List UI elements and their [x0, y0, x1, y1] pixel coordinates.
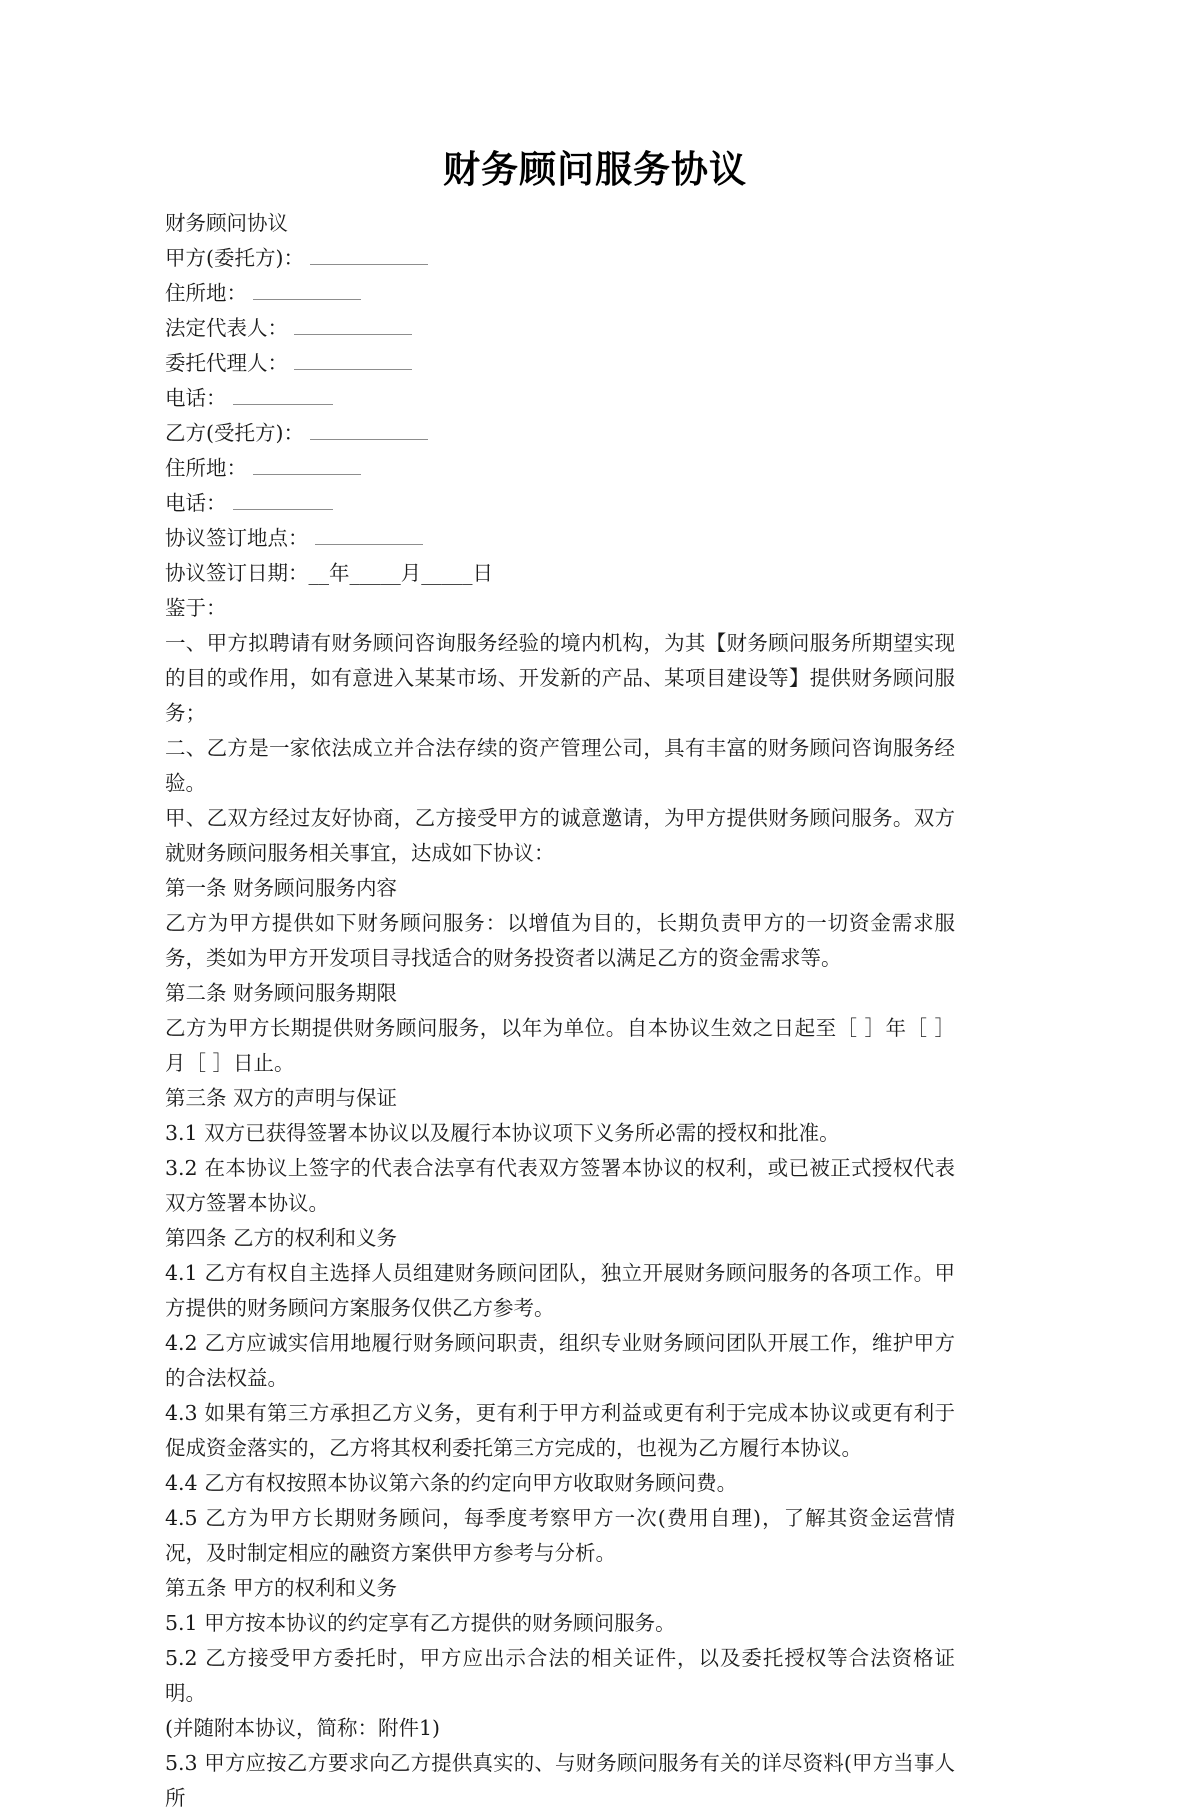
article-paragraph: 乙方为甲方长期提供财务顾问服务，以年为单位。自本协议生效之日起至［ ］年［ ］ 月［ ］日止。 [165, 1016, 955, 1075]
form-field-blank[interactable] [310, 422, 428, 440]
form-field-label: 法定代表人： [165, 316, 288, 340]
recital-paragraph: 甲、乙双方经过友好协商，乙方接受甲方的诚意邀请，为甲方提供财务顾问服务。双方就财务顾问服务相关事宜，达成如下协议： [165, 806, 955, 865]
form-field-line [165, 346, 955, 381]
form-field-label: 乙方(受托方)： [165, 421, 304, 445]
form-field-label: 住所地： [165, 281, 247, 305]
page-title: 财务顾问服务协议 [443, 148, 747, 191]
article-paragraph: 5.1 甲方按本协议的约定享有乙方提供的财务顾问服务。 [165, 1611, 676, 1635]
article-heading: 第五条 甲方的权利和义务 [165, 1576, 398, 1600]
article-paragraph: 3.1 双方已获得签署本协议以及履行本协议项下义务所必需的授权和批准。 [165, 1121, 840, 1145]
form-field-line [165, 381, 955, 416]
form-field-label: 住所地： [165, 456, 247, 480]
form-field-blank[interactable] [253, 457, 361, 475]
form-field-label: 协议签订地点： [165, 526, 309, 550]
article-paragraph: 乙方为甲方提供如下财务顾问服务：以增值为目的，长期负责甲方的一切资金需求服务，类如为甲方开发项目寻找适合的财务投资者以满足乙方的资金需求等。 [165, 911, 955, 970]
form-field-line [165, 241, 955, 276]
form-field-line [165, 521, 955, 556]
form-field-line [165, 311, 955, 346]
article-paragraph: 4.4 乙方有权按照本协议第六条的约定向甲方收取财务顾问费。 [165, 1471, 738, 1495]
recital-paragraph: 二、乙方是一家依法成立并合法存续的资产管理公司，具有丰富的财务顾问咨询服务经验。 [165, 736, 955, 795]
form-field-label: 财务顾问协议 [165, 211, 288, 235]
document-body [165, 206, 955, 1816]
form-field-line [165, 486, 955, 521]
article-heading: 第三条 双方的声明与保证 [165, 1086, 398, 1110]
form-field-blank[interactable] [253, 282, 361, 300]
form-field-line [165, 416, 955, 451]
form-field-line [165, 206, 955, 241]
form-field-blank[interactable] [294, 352, 412, 370]
form-field-blank[interactable] [233, 492, 333, 510]
article-paragraph: 3.2 在本协议上签字的代表合法享有代表双方签署本协议的权利，或已被正式授权代表双方签署本协议。 [165, 1156, 955, 1215]
form-field-blank[interactable] [310, 247, 428, 265]
article-heading: 第四条 乙方的权利和义务 [165, 1226, 398, 1250]
article-paragraph: 4.1 乙方有权自主选择人员组建财务顾问团队，独立开展财务顾问服务的各项工作。甲方提供的财务顾问方案服务仅供乙方参考。 [165, 1261, 955, 1320]
article-paragraph: 4.2 乙方应诚实信用地履行财务顾问职责，组织专业财务顾问团队开展工作，维护甲方的合法权益。 [165, 1331, 955, 1390]
article-heading: 第二条 财务顾问服务期限 [165, 981, 398, 1005]
article-paragraph: 5.3 甲方应按乙方要求向乙方提供真实的、与财务顾问服务有关的详尽资料(甲方当事人所 [165, 1751, 955, 1810]
recital-paragraph: 一、甲方拟聘请有财务顾问咨询服务经验的境内机构，为其【财务顾问服务所期望实现的目的或作用，如有意进入某某市场、开发新的产品、某项目建设等】提供财务顾问服务； [165, 631, 955, 725]
form-field-blank[interactable] [294, 317, 412, 335]
article-paragraph: 4.3 如果有第三方承担乙方义务，更有利于甲方利益或更有利于完成本协议或更有利于促成资金落实的，乙方将其权利委托第三方完成的，也视为乙方履行本协议。 [165, 1401, 955, 1460]
form-field-label: 委托代理人： [165, 351, 288, 375]
form-field-label: 甲方(委托方)： [165, 246, 304, 270]
form-field-label: 电话： [165, 386, 227, 410]
article-paragraph: 5.2 乙方接受甲方委托时，甲方应出示合法的相关证件，以及委托授权等合法资格证明。 [165, 1646, 955, 1705]
form-field-blank[interactable] [315, 527, 423, 545]
article-heading: 第一条 财务顾问服务内容 [165, 876, 398, 900]
form-field-blank[interactable] [233, 387, 333, 405]
signing-date-line: 协议签订日期：__年_____月_____日 [165, 561, 493, 585]
form-field-line [165, 451, 955, 486]
article-paragraph: (并随附本协议，简称：附件1) [165, 1716, 441, 1740]
recital-heading: 鉴于： [165, 596, 227, 620]
article-paragraph: 4.5 乙方为甲方长期财务顾问，每季度考察甲方一次(费用自理)，了解其资金运营情况，及时制定相应的融资方案供甲方参考与分析。 [165, 1506, 955, 1565]
form-field-line [165, 276, 955, 311]
form-field-label: 电话： [165, 491, 227, 515]
